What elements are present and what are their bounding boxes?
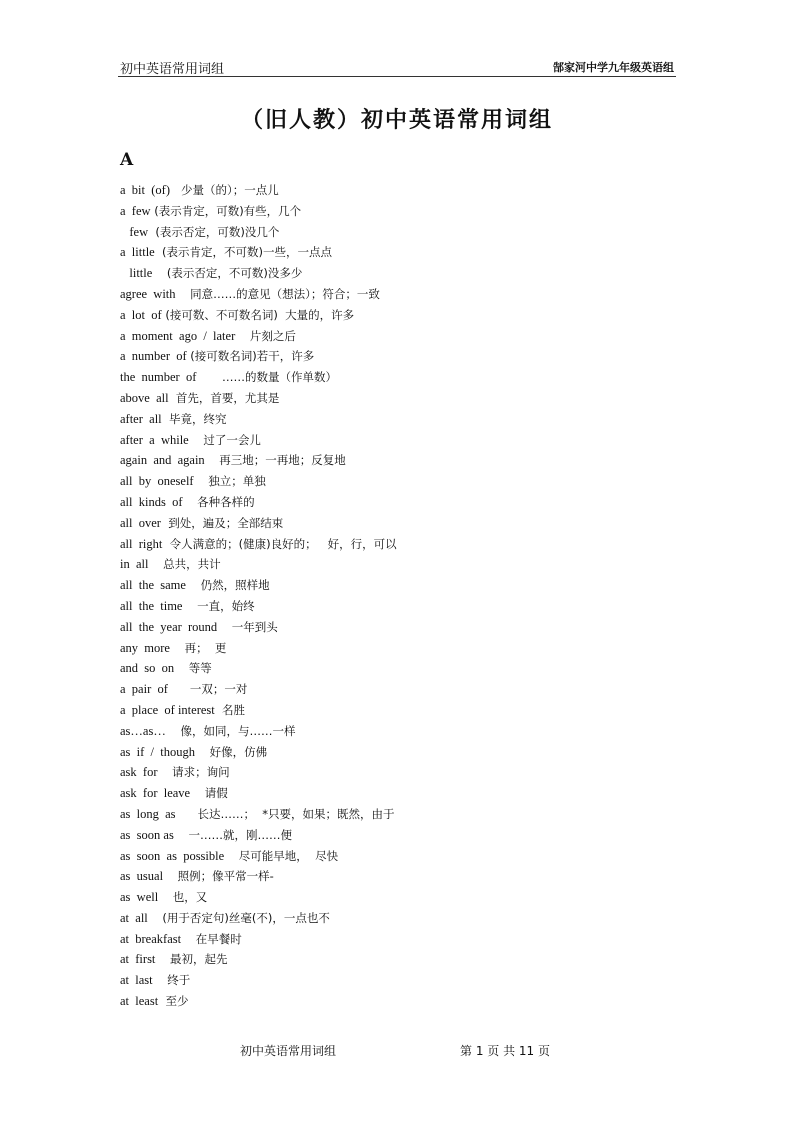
phrase-english: as if / though	[120, 744, 195, 759]
phrase-entry	[120, 929, 680, 950]
phrase-entry	[120, 762, 680, 783]
phrase-english: all the year round	[120, 619, 218, 634]
section-letter: A	[120, 150, 134, 170]
phrase-english: a bit (of)	[120, 183, 170, 197]
phrase-meaning: 一直，始终	[182, 598, 255, 613]
phrase-english: a moment ago / later	[120, 328, 236, 343]
phrase-meaning: 也，又	[158, 890, 208, 905]
phrase-meaning: 一双；一对	[167, 682, 248, 697]
phrase-english: at last	[120, 973, 153, 988]
phrase-entry	[120, 679, 680, 700]
header-organization: 郜家河中学九年级英语组	[553, 61, 674, 74]
phrase-meaning: 等等	[174, 661, 212, 676]
phrase-english: any more	[120, 640, 170, 655]
phrase-entry	[120, 222, 680, 243]
phrase-list	[120, 180, 680, 1012]
phrase-meaning: ……的数量（作单数）	[196, 370, 337, 385]
phrase-entry	[120, 180, 680, 201]
phrase-meaning: 少量（的）；一点儿	[169, 183, 279, 197]
phrase-meaning: 令人满意的；(健康)良好的； 好，行，可以	[162, 536, 397, 551]
phrase-meaning: 至少	[158, 994, 189, 1009]
phrase-english: agree with	[120, 286, 176, 301]
phrase-entry	[120, 388, 680, 409]
phrase-english: in all	[120, 557, 149, 572]
phrase-entry	[120, 970, 680, 991]
phrase-english: and so on	[120, 661, 175, 676]
phrase-meaning: 过了一会儿	[188, 432, 261, 447]
phrase-english: at least	[120, 994, 159, 1009]
phrase-entry	[120, 742, 680, 763]
phrase-entry	[120, 949, 680, 970]
phrase-entry	[120, 284, 680, 305]
phrase-english: all kinds of	[120, 494, 183, 509]
phrase-english: all by oneself	[120, 474, 194, 489]
phrase-entry	[120, 513, 680, 534]
phrase-english: as soon as	[120, 827, 174, 842]
phrase-meaning: 再三地；一再地；反复地	[204, 453, 346, 468]
phrase-meaning: 一……就，刚……便	[173, 827, 292, 842]
phrase-meaning: 照例；像平常一样-	[163, 869, 274, 884]
phrase-entry	[120, 991, 680, 1012]
phrase-entry	[120, 638, 680, 659]
page-number: 第 1 页 共 11 页	[460, 1044, 550, 1058]
phrase-entry	[120, 409, 680, 430]
phrase-entry	[120, 658, 680, 679]
phrase-meaning: 各种各样的	[182, 494, 255, 509]
phrase-meaning: 毕竟，终究	[161, 411, 227, 426]
phrase-meaning: 最初，起先	[155, 952, 228, 967]
phrase-english: ask for leave	[120, 786, 191, 801]
phrase-entry	[120, 305, 680, 326]
phrase-english: a place of interest	[120, 702, 215, 717]
phrase-entry	[120, 242, 680, 263]
phrase-entry	[120, 263, 680, 284]
phrase-entry	[120, 367, 680, 388]
phrase-entry	[120, 617, 680, 638]
phrase-meaning: 一年到头	[217, 619, 278, 634]
phrase-english: the number of	[120, 370, 197, 385]
phrase-english: ask for	[120, 765, 158, 780]
phrase-english: a little	[120, 245, 155, 260]
phrase-english: as soon as possible	[120, 848, 225, 863]
phrase-meaning: 尽可能早地， 尽快	[224, 848, 339, 863]
phrase-meaning: 终于	[152, 973, 191, 988]
phrase-english: all over	[120, 515, 161, 530]
phrase-english: all the same	[120, 578, 186, 593]
phrase-entry	[120, 534, 680, 555]
phrase-english: a number of	[120, 349, 187, 364]
phrase-meaning: (表示否定，可数)没几个	[148, 224, 280, 239]
phrase-meaning: 独立；单独	[193, 474, 266, 489]
phrase-entry	[120, 492, 680, 513]
phrase-entry	[120, 554, 680, 575]
phrase-meaning: 好像，仿佛	[195, 744, 268, 759]
phrase-english: as…as…	[120, 723, 166, 738]
phrase-meaning: 到处，遍及；全部结束	[160, 515, 284, 530]
phrase-meaning: 在早餐时	[181, 931, 242, 946]
phrase-meaning: (用于否定句)丝毫(不)，一点也不	[147, 910, 330, 925]
phrase-entry	[120, 596, 680, 617]
phrase-entry	[120, 721, 680, 742]
phrase-english: at breakfast	[120, 931, 182, 946]
phrase-entry	[120, 783, 680, 804]
footer-doc-title: 初中英语常用词组	[240, 1044, 337, 1058]
phrase-english: little	[120, 266, 153, 281]
document-title: （旧人教）初中英语常用词组	[240, 107, 553, 133]
header-doc-title: 初中英语常用词组	[120, 62, 225, 77]
phrase-entry	[120, 866, 680, 887]
phrase-meaning: 总共，共计	[148, 557, 221, 572]
phrase-english: at first	[120, 952, 156, 967]
page-header	[118, 56, 676, 77]
phrase-meaning: 同意……的意见（想法）；符合；一致	[175, 286, 380, 301]
phrase-entry	[120, 846, 680, 867]
phrase-meaning: 请求；询问	[157, 765, 230, 780]
phrase-meaning: 片刻之后	[235, 328, 296, 343]
phrase-entry	[120, 201, 680, 222]
phrase-english: a lot of	[120, 307, 162, 322]
phrase-english: all the time	[120, 598, 183, 613]
phrase-meaning: 像，如同，与……一样	[165, 723, 296, 738]
phrase-meaning: 首先，首要，尤其是	[168, 390, 280, 405]
phrase-entry	[120, 700, 680, 721]
phrase-meaning: 仍然，照样地	[185, 578, 270, 593]
phrase-entry	[120, 346, 680, 367]
phrase-english: after a while	[120, 432, 189, 447]
phrase-english: as usual	[120, 869, 164, 884]
phrase-entry	[120, 575, 680, 596]
phrase-english: after all	[120, 411, 162, 426]
phrase-english: as long as	[120, 806, 176, 821]
phrase-english: a pair of	[120, 682, 168, 697]
phrase-english: again and again	[120, 453, 205, 468]
phrase-english: at all	[120, 910, 148, 925]
phrase-english: above all	[120, 390, 169, 405]
phrase-meaning: 长达……； *只要，如果；既然，由于	[175, 806, 395, 821]
phrase-entry	[120, 430, 680, 451]
phrase-english: all right	[120, 536, 163, 551]
phrase-meaning: (接可数、不可数名词) 大量的，许多	[161, 307, 355, 322]
phrase-meaning: (表示否定，不可数)没多少	[152, 266, 303, 281]
phrase-english: as well	[120, 890, 159, 905]
phrase-meaning: (表示肯定，可数)有些，几个	[150, 203, 302, 218]
phrase-meaning: 请假	[190, 786, 228, 801]
phrase-entry	[120, 887, 680, 908]
phrase-english: few	[120, 224, 149, 239]
phrase-entry	[120, 804, 680, 825]
phrase-english: a few	[120, 203, 151, 218]
phrase-meaning: 名胜	[214, 702, 246, 717]
phrase-meaning: (接可数名词)若干，许多	[186, 349, 315, 364]
phrase-entry	[120, 450, 680, 471]
phrase-entry	[120, 471, 680, 492]
phrase-meaning: 再； 更	[169, 640, 227, 655]
phrase-meaning: (表示肯定，不可数)一些，一点点	[154, 245, 333, 260]
phrase-entry	[120, 908, 680, 929]
phrase-entry	[120, 326, 680, 347]
phrase-entry	[120, 825, 680, 846]
